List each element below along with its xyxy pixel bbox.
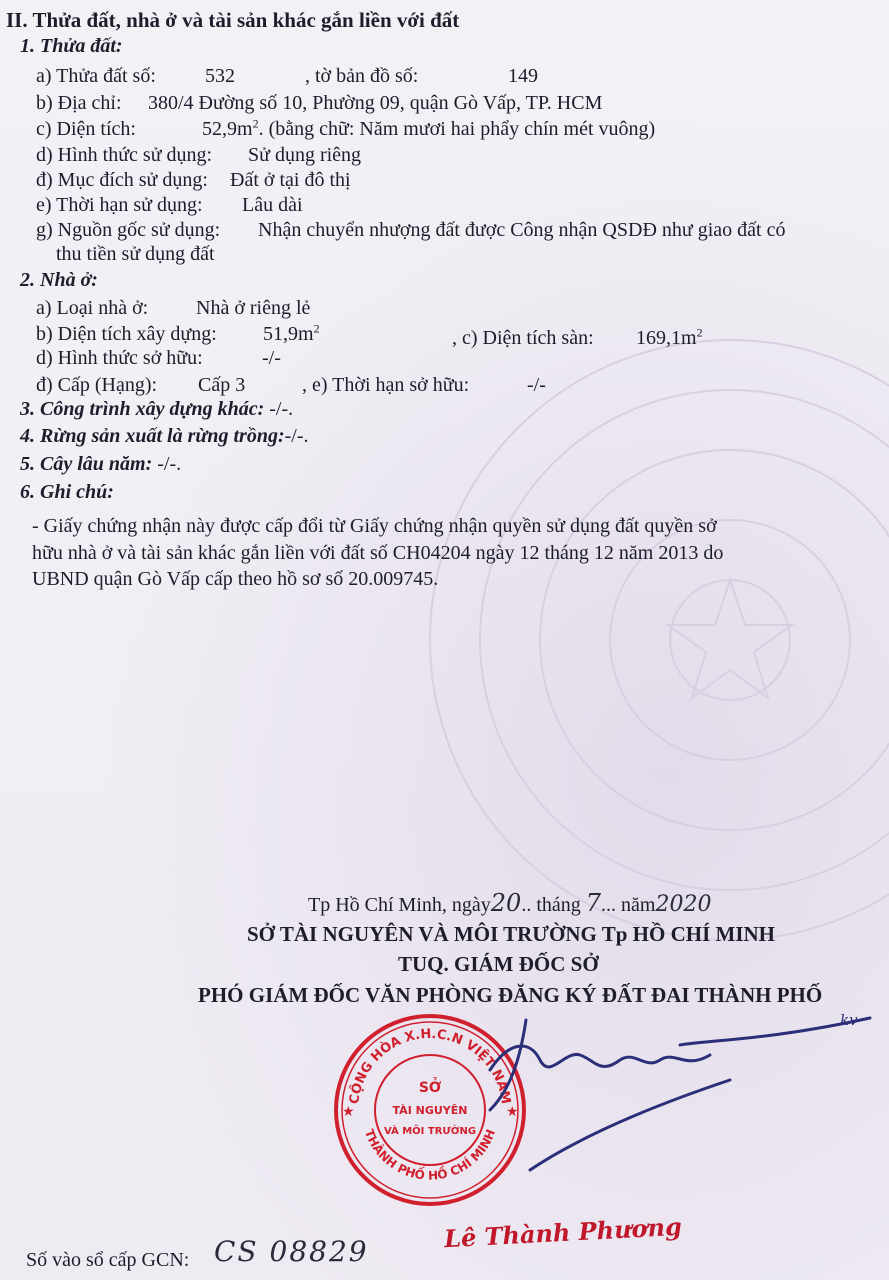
signer-position: PHÓ GIÁM ĐỐC VĂN PHÒNG ĐĂNG KÝ ĐẤT ĐAI THÀNH PHỐ (198, 983, 823, 1007)
svg-text:THÀNH PHỐ HỒ CHÍ MINH: THÀNH PHỐ HỒ CHÍ MINH (361, 1127, 499, 1183)
address-label: b) Địa chỉ: (36, 92, 122, 114)
trees-row: 5. Cây lâu năm: -/-. (20, 453, 182, 475)
map-label: , tờ bản đồ số: (305, 65, 419, 87)
house-type-value: Nhà ở riêng lẻ (196, 297, 311, 319)
notes-heading: 6. Ghi chú: (20, 481, 114, 503)
svg-text:CỘNG HÒA X.H.C.N VIỆT NAM: CỘNG HÒA X.H.C.N VIỆT NAM (347, 1026, 513, 1106)
house-heading: 2. Nhà ở: (20, 269, 98, 291)
on-behalf: TUQ. GIÁM ĐỐC SỞ (398, 952, 599, 976)
svg-text:TÀI NGUYÊN: TÀI NGUYÊN (392, 1104, 468, 1117)
svg-text:SỞ: SỞ (418, 1080, 442, 1096)
purpose-value: Đất ở tại đô thị (230, 169, 351, 191)
own-term-value: -/- (527, 374, 546, 396)
map-number: 149 (508, 65, 538, 87)
build-area-value: $51,9m^2$ (263, 321, 320, 345)
land-heading: 1. Thửa đất: (20, 35, 123, 57)
forest-row: 4. Rừng sản xuất là rừng trồng:-/-. (20, 425, 309, 447)
ownership-value: -/- (262, 347, 281, 369)
grade-value: Cấp 3 (198, 374, 246, 396)
svg-text:★: ★ (506, 1105, 519, 1120)
floor-area-label: , c) Diện tích sàn: (452, 327, 594, 349)
section-title: II. Thửa đất, nhà ở và tài sản khác gắn liền với đất (6, 8, 460, 32)
parcel-label: a) Thửa đất số: (36, 65, 156, 87)
notes-line-1: - Giấy chứng nhận này được cấp đổi từ Giấy chứng nhận quyền sử dụng đất quyền sở (32, 515, 717, 537)
address-value: 380/4 Đường số 10, Phường 09, quận Gò Vấp, TP. HCM (148, 92, 603, 114)
house-type-label: a) Loại nhà ở: (36, 297, 149, 319)
area-value: $52,9m^2$. (bằng chữ: Năm mươi hai phẩy chín mét vuông) (202, 116, 656, 140)
notes-line-3: UBND quận Gò Vấp cấp theo hồ sơ số 20.009745. (32, 568, 439, 590)
build-area-label: b) Diện tích xây dựng: (36, 323, 217, 345)
origin-label: g) Nguồn gốc sử dụng: (36, 219, 221, 241)
place-date: Tp Hồ Chí Minh, ngày20.. tháng 7... năm2020 (308, 889, 712, 917)
purpose-label: đ) Mục đích sử dụng: (36, 169, 208, 191)
signer-name: Lê Thành Phương (443, 1211, 683, 1254)
initials: kv (840, 1011, 858, 1029)
use-form-label: d) Hình thức sử dụng: (36, 144, 213, 166)
term-value: Lâu dài (242, 194, 303, 216)
svg-text:VÀ MÔI TRƯỜNG: VÀ MÔI TRƯỜNG (383, 1126, 477, 1137)
area-label: c) Diện tích: (36, 118, 136, 140)
registry-number: CS 08829 (214, 1235, 369, 1268)
term-label: e) Thời hạn sử dụng: (36, 194, 203, 216)
grade-label: đ) Cấp (Hạng): (36, 374, 158, 396)
use-form-value: Sử dụng riêng (248, 144, 362, 166)
own-term-label: , e) Thời hạn sở hữu: (302, 374, 470, 396)
floor-area-value: $169,1m^2$ (636, 325, 703, 349)
notes-line-2: hữu nhà ở và tài sản khác gắn liền với đất số CH04204 ngày 12 tháng 12 năm 2013 do (32, 542, 724, 564)
origin-line-1: Nhận chuyển nhượng đất được Công nhận QSDĐ như giao đất có (258, 219, 786, 241)
agency-name: SỞ TÀI NGUYÊN VÀ MÔI TRƯỜNG Tp HỒ CHÍ MINH (247, 922, 775, 946)
watermark-emblem-icon (420, 330, 889, 950)
ownership-label: d) Hình thức sở hữu: (36, 347, 203, 369)
registry-label: Số vào sổ cấp GCN: (26, 1249, 190, 1271)
parcel-number: 532 (205, 65, 235, 87)
other-works-row: 3. Công trình xây dựng khác: -/-. (20, 398, 294, 420)
origin-line-2: thu tiền sử dụng đất (56, 243, 215, 265)
svg-text:★: ★ (342, 1105, 355, 1120)
